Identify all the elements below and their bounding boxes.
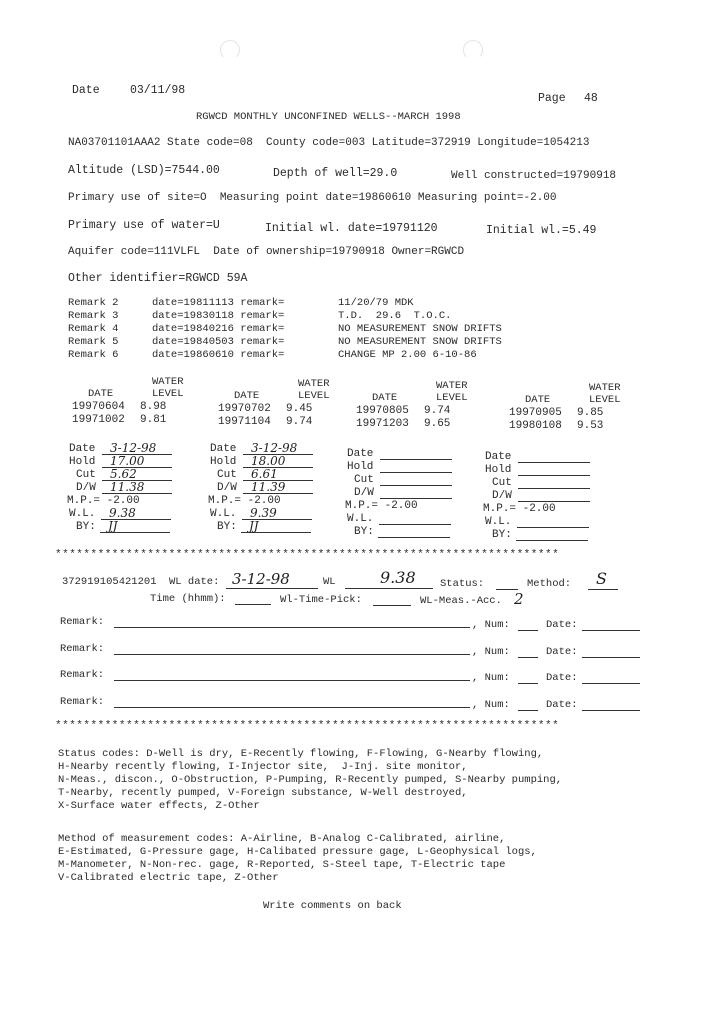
initial-wl: Initial wl.=5.49 xyxy=(486,224,597,237)
table-cell-level: 9.45 xyxy=(286,403,313,415)
date-label: Date xyxy=(69,443,96,455)
table-cell-date: 19971104 xyxy=(218,416,271,428)
well-depth: Depth of well=29.0 xyxy=(273,167,398,180)
column-header-water: WATER xyxy=(298,378,330,390)
dw-label: D/W xyxy=(492,490,512,502)
remark-date: date=19811113 remark= xyxy=(152,297,285,309)
dw-label: D/W xyxy=(354,487,374,499)
altitude: Altitude (LSD)=7544.00 xyxy=(68,164,220,177)
table-cell-level: 8.98 xyxy=(140,401,167,413)
date-value[interactable]: 3-12-98 xyxy=(110,441,157,455)
method-code-line: M-Manometer, N-Non-rec. gage, R-Reported, S-Steel tape, T-Electric tape xyxy=(58,859,506,871)
separator-top: *********************************************************************** xyxy=(55,549,560,561)
remark-date-input[interactable] xyxy=(582,683,640,684)
remark-line-label: Remark: xyxy=(60,695,105,708)
aquifer-line: Aquifer code=111VLFL Date of ownership=19790918 Owner=RGWCD xyxy=(68,246,465,258)
status-code-line: T-Nearby, recently pumped, V-Foreign substance, W-Well destroyed, xyxy=(58,787,468,799)
wl-time-pick-label: Wl-Time-Pick: xyxy=(280,594,362,606)
column-header-level: LEVEL xyxy=(436,392,468,404)
remark-text: NO MEASUREMENT SNOW DRIFTS xyxy=(338,336,502,348)
wl-field-line[interactable] xyxy=(379,524,451,525)
mp-label: M.P.= -2.00 xyxy=(345,500,418,512)
column-header-water: WATER xyxy=(589,382,621,394)
hold-label: Hold xyxy=(347,461,374,473)
remark-num-input[interactable] xyxy=(518,683,538,684)
mp-label: M.P.= -2.00 xyxy=(208,495,281,507)
remark-num-label: , Num: xyxy=(472,698,510,711)
column-header-date: DATE xyxy=(372,392,398,404)
remark-date-label: Date: xyxy=(546,619,578,631)
method-code-line: V-Calibrated electric tape, Z-Other xyxy=(58,872,279,884)
remark-num-input[interactable] xyxy=(518,630,538,631)
table-cell-date: 19970805 xyxy=(356,405,409,417)
column-header-date: DATE xyxy=(88,388,114,400)
date-field-line[interactable] xyxy=(518,462,590,463)
wl-value[interactable]: 9.38 xyxy=(109,506,136,520)
column-header-level: LEVEL xyxy=(152,388,184,400)
time-label: Time (hhmm): xyxy=(150,593,226,605)
table-cell-level: 9.74 xyxy=(286,416,313,428)
column-header-date: DATE xyxy=(525,394,551,406)
wl-meas-acc-label: WL-Meas.-Acc. xyxy=(420,595,502,607)
by-value[interactable]: JJ xyxy=(108,519,118,533)
remark-label: Remark 5 xyxy=(68,336,119,348)
wl-label: W.L. xyxy=(347,513,374,525)
remark-text: 11/20/79 MDK xyxy=(338,297,414,309)
by-label: BY: xyxy=(354,526,374,538)
hold-value[interactable]: 18.00 xyxy=(251,454,286,468)
date-label: Date xyxy=(347,448,374,460)
date-label: Date xyxy=(210,443,237,455)
table-cell-date: 19971203 xyxy=(356,418,409,430)
punch-hole-left xyxy=(220,40,240,60)
dw-field-line[interactable] xyxy=(380,498,452,499)
wl-date-value[interactable]: 3-12-98 xyxy=(232,570,290,588)
punch-hole-right xyxy=(463,40,483,60)
date-label: Date xyxy=(485,451,512,463)
wl-label: W.L. xyxy=(485,516,512,528)
hold-label: Hold xyxy=(210,456,237,468)
primary-use-water: Primary use of water=U xyxy=(68,219,220,232)
remark-text: CHANGE MP 2.00 6-10-86 xyxy=(338,349,477,361)
remark-date: date=19830118 remark= xyxy=(152,310,285,322)
page-label: Page xyxy=(538,92,566,105)
by-label: BY: xyxy=(217,521,237,533)
table-cell-date: 19971002 xyxy=(72,414,125,426)
table-cell-date: 19970702 xyxy=(218,403,271,415)
remark-text: NO MEASUREMENT SNOW DRIFTS xyxy=(338,323,502,335)
measurement-block xyxy=(208,441,325,535)
method-code-line: E-Estimated, G-Pressure gage, H-Calibated pressure gage, L-Geophysical logs, xyxy=(58,846,537,858)
remark-num-label: , Num: xyxy=(472,645,510,658)
table-cell-date: 19980108 xyxy=(509,420,562,432)
remark-line-label: Remark: xyxy=(60,616,105,628)
well-constructed: Well constructed=19790918 xyxy=(451,170,617,182)
hold-value[interactable]: 17.00 xyxy=(110,454,145,468)
table-cell-date: 19970604 xyxy=(72,401,125,413)
hold-label: Hold xyxy=(485,464,512,476)
water-level-table xyxy=(68,376,658,436)
remark-date: date=19840503 remark= xyxy=(152,336,285,348)
status-label: Status: xyxy=(440,578,485,590)
wl-value[interactable]: 9.39 xyxy=(250,506,277,520)
method-label: Method: xyxy=(527,578,572,590)
table-cell-level: 9.85 xyxy=(577,407,604,419)
remark-date-label: Date: xyxy=(546,645,578,658)
date-value[interactable]: 3-12-98 xyxy=(251,441,298,455)
column-header-date: DATE xyxy=(234,390,260,402)
wl-label: W.L. xyxy=(69,508,96,520)
remark-date: date=19860610 remark= xyxy=(152,349,285,361)
remark-num-input[interactable] xyxy=(518,710,538,711)
dw-field-line[interactable] xyxy=(518,501,590,502)
remark-num-label: , Num: xyxy=(472,619,510,631)
remark-date: date=19840216 remark= xyxy=(152,323,285,335)
remark-label: Remark 6 xyxy=(68,349,119,361)
remark-input[interactable] xyxy=(114,680,470,681)
status-code-line: H-Nearby recently flowing, I-Injector site, J-Inj. site monitor, xyxy=(58,761,468,773)
remark-date-label: Date: xyxy=(546,698,578,711)
wl-label: WL xyxy=(323,576,336,588)
mp-label: M.P.= -2.00 xyxy=(483,503,556,515)
date-label: Date xyxy=(72,84,100,97)
cut-value[interactable]: 6.61 xyxy=(251,467,278,481)
status-code-line: X-Surface water effects, Z-Other xyxy=(58,800,260,812)
by-field-line[interactable] xyxy=(516,540,588,541)
by-label: BY: xyxy=(492,529,512,541)
primary-use-site: Primary use of site=O Measuring point date=19860610 Measuring point=-2.00 xyxy=(68,192,557,204)
status-code-line: Status codes: D-Well is dry, E-Recently flowing, F-Flowing, G-Nearby flowing, xyxy=(58,748,544,760)
method-value[interactable]: S xyxy=(596,569,607,588)
cut-label: Cut xyxy=(354,474,374,486)
remark-num-input[interactable] xyxy=(518,657,538,658)
date-field-line[interactable] xyxy=(380,459,452,460)
hold-field-line[interactable] xyxy=(518,475,590,476)
dw-value[interactable]: 11.38 xyxy=(110,480,145,494)
dw-value[interactable]: 11.39 xyxy=(251,480,286,494)
site-id-line: NA03701101AAA2 State code=08 County code=003 Latitude=372919 Longitude=1054213 xyxy=(68,137,590,149)
hold-label: Hold xyxy=(69,456,96,468)
remark-date-input[interactable] xyxy=(582,710,640,711)
dw-label: D/W xyxy=(217,482,237,494)
by-value[interactable]: JJ xyxy=(249,519,259,533)
cut-value[interactable]: 5.62 xyxy=(110,467,137,481)
dw-label: D/W xyxy=(76,482,96,494)
wl-value[interactable]: 9.38 xyxy=(380,568,416,587)
measurement-block xyxy=(483,451,600,543)
wl-label: W.L. xyxy=(210,508,237,520)
remark-date-input[interactable] xyxy=(582,657,640,658)
document-title: RGWCD MONTHLY UNCONFINED WELLS--MARCH 1998 xyxy=(196,111,461,123)
cut-label: Cut xyxy=(76,469,96,481)
remark-text: T.D. 29.6 T.O.C. xyxy=(338,310,452,322)
remark-input[interactable] xyxy=(114,654,470,655)
page-number: 48 xyxy=(584,92,598,105)
cut-field-line[interactable] xyxy=(518,488,590,489)
column-header-level: LEVEL xyxy=(589,394,621,406)
method-code-line: Method of measurement codes: A-Airline, B-Analog C-Calibrated, airline, xyxy=(58,833,506,845)
table-cell-level: 9.74 xyxy=(424,405,451,417)
time-field[interactable] xyxy=(235,604,271,605)
remark-label: Remark 4 xyxy=(68,323,119,335)
table-cell-date: 19970905 xyxy=(509,407,562,419)
remark-num-label: , Num: xyxy=(472,672,510,684)
cut-label: Cut xyxy=(492,477,512,489)
remark-date-label: Date: xyxy=(546,672,578,684)
entry-site-id: 372919105421201 xyxy=(62,576,157,588)
table-cell-level: 9.81 xyxy=(140,414,167,426)
cut-field-line[interactable] xyxy=(380,485,452,486)
table-cell-level: 9.65 xyxy=(424,418,451,430)
other-identifier: Other identifier=RGWCD 59A xyxy=(68,272,248,285)
by-field-line[interactable] xyxy=(378,537,450,538)
separator-bottom: *********************************************************************** xyxy=(55,720,560,732)
footer-note: Write comments on back xyxy=(263,900,402,912)
remark-input[interactable] xyxy=(114,627,470,628)
hold-field-line[interactable] xyxy=(380,472,452,473)
remark-label: Remark 2 xyxy=(68,297,119,309)
column-header-water: WATER xyxy=(436,380,468,392)
by-label: BY: xyxy=(76,521,96,533)
wl-field-line[interactable] xyxy=(517,527,589,528)
mp-label: M.P.= -2.00 xyxy=(67,495,140,507)
date-value: 03/11/98 xyxy=(130,84,186,97)
remark-line-label: Remark: xyxy=(60,669,105,681)
column-header-water: WATER xyxy=(152,376,184,388)
remark-label: Remark 3 xyxy=(68,310,119,322)
remark-date-input[interactable] xyxy=(582,630,640,631)
wl-meas-acc-value[interactable]: 2 xyxy=(514,590,524,608)
table-cell-level: 9.53 xyxy=(577,420,604,432)
wl-time-pick-field[interactable] xyxy=(373,605,411,606)
initial-wl-date: Initial wl. date=19791120 xyxy=(265,222,438,235)
wl-date-label: WL date: xyxy=(169,576,220,588)
remark-input[interactable] xyxy=(114,707,470,708)
cut-label: Cut xyxy=(217,469,237,481)
measurement-block xyxy=(67,441,184,535)
column-header-level: LEVEL xyxy=(298,390,330,402)
status-code-line: N-Meas., discon., O-Obstruction, P-Pumping, R-Recently pumped, S-Nearby pumping, xyxy=(58,774,563,786)
remark-line-label: Remark: xyxy=(60,642,105,655)
measurement-block xyxy=(345,448,462,540)
